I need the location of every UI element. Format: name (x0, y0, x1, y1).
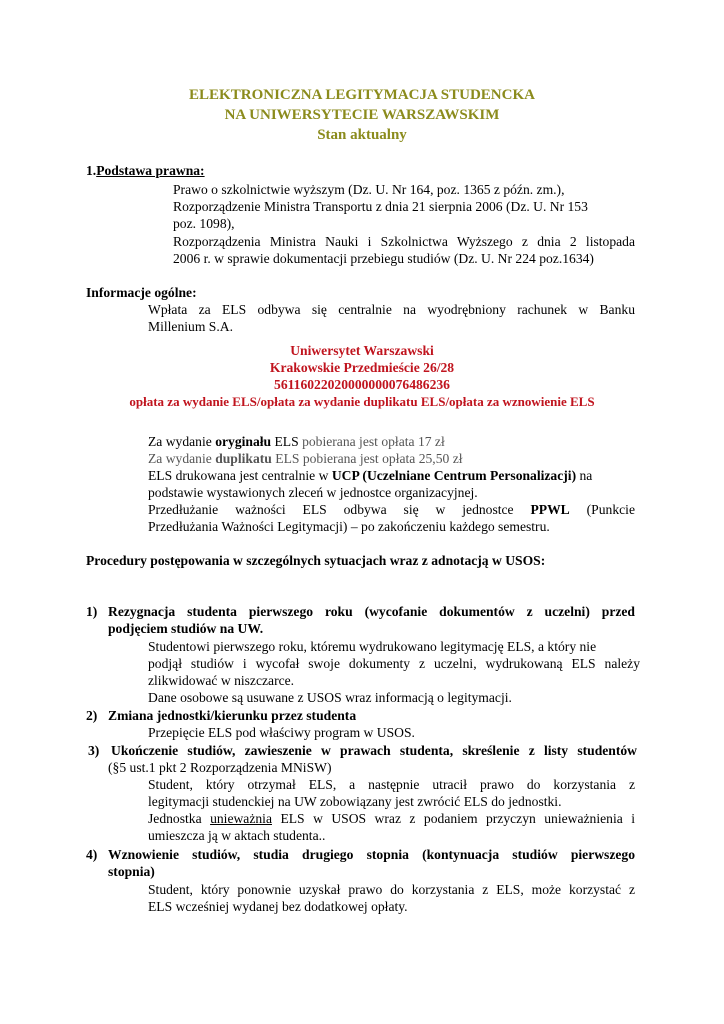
item-number: 4) (86, 847, 98, 862)
ucp-bold: UCP (Uczelniane Centrum Personalizacji) (331, 468, 577, 483)
item-body-line: Studentowi pierwszego roku, któremu wydrukowano legitymację ELS, a który nie (148, 639, 597, 654)
general-line: Millenium S.A. (148, 319, 233, 334)
invalidate-suffix: ELS w USOS wraz z podaniem przyczyn unieważnienia i (271, 811, 636, 826)
ucp-suffix: na (576, 468, 593, 483)
item-title: Ukończenie studiów, zawieszenie w prawach studenta, skreślenie z listy studentów (111, 743, 637, 758)
item-body-line: zlikwidować w niszczarce. (148, 673, 295, 688)
general-line: Wpłata za ELS odbywa się centralnie na wyodrębniony rachunek w Banku (148, 302, 635, 317)
item-body-line: podjął studiów i wycofał swoje dokumenty z uczelni, wydrukowaną ELS należy (148, 656, 640, 671)
ucp-prefix: ELS drukowana jest centralnie w (148, 468, 332, 483)
legal-line: Rozporządzenia Ministra Nauki i Szkolnictwa Wyższego z dnia 2 listopada (173, 234, 635, 249)
item-body-line: umieszcza ją w aktach studenta.. (148, 828, 326, 843)
ucp-line (148, 467, 592, 484)
legal-line: Rozporządzenie Ministra Transportu z dnia 21 sierpnia 2006 (Dz. U. Nr 153 (173, 199, 588, 214)
extension-line-2: Przedłużania Ważności Legitymacji) – po zakończeniu każdego semestru. (148, 519, 550, 534)
title-line-1: ELEKTRONICZNA LEGITYMACJA STUDENCKA (189, 87, 535, 103)
extension-suffix: (Punkcie (569, 502, 635, 517)
item-body-line: Student, który otrzymał ELS, a następnie utracił prawo do korzystania z (148, 777, 635, 792)
invalidate-prefix: Jednostka (148, 811, 211, 826)
fee-duplicate-bold: duplikatu (215, 451, 272, 466)
item-title: Wznowienie studiów, studia drugiego stopnia (kontynuacja studiów pierwszego (108, 847, 635, 862)
invalidate-word: unieważnia (210, 811, 272, 826)
legal-line: 2006 r. w sprawie dokumentacji przebiegu studiów (Dz. U. Nr 224 poz.1634) (173, 251, 594, 266)
ucp-line-2: podstawie wystawionych zleceń w jednostce organizacyjnej. (148, 485, 478, 500)
item-number: 1) (86, 604, 98, 619)
account-number: 56116022020000000076486236 (274, 377, 450, 392)
fee-duplicate-prefix: Za wydanie (148, 451, 216, 466)
legal-number: 1. (86, 163, 97, 178)
item-subtitle: (§5 ust.1 pkt 2 Rozporządzenia MNiSW) (108, 760, 332, 775)
legal-line: Prawo o szkolnictwie wyższym (Dz. U. Nr 164, poz. 1365 z późn. zm.), (173, 182, 565, 197)
legal-heading (86, 162, 205, 179)
item-body-line: Przepięcie ELS pod właściwy program w USOS. (148, 725, 415, 740)
fee-duplicate-amount: ELS pobierana jest opłata 25,50 zł (271, 451, 463, 466)
account-transfer-title: opłata za wydanie ELS/opłata za wydanie duplikatu ELS/opłata za wznowienie ELS (129, 394, 595, 409)
item-title: Rezygnacja studenta pierwszego roku (wycofanie dokumentów z uczelni) przed (108, 604, 635, 619)
item-body-line: Dane osobowe są usuwane z USOS wraz informacją o legitymacji. (148, 690, 512, 705)
fee-original-mid: ELS (271, 434, 303, 449)
item-number: 2) (86, 708, 98, 723)
item-number: 3) (88, 743, 100, 758)
fee-duplicate (148, 450, 463, 467)
item-title: Zmiana jednostki/kierunku przez studenta (108, 708, 357, 723)
title-line-3: Stan aktualny (317, 127, 407, 143)
item-body-line (148, 810, 635, 827)
fee-original-bold: oryginału (215, 434, 272, 449)
extension-bold: PPWL (530, 502, 570, 517)
fee-original-prefix: Za wydanie (148, 434, 216, 449)
account-recipient: Uniwersytet Warszawski (290, 343, 434, 358)
procedures-heading: Procedury postępowania w szczególnych sytuacjach wraz z adnotacją w USOS: (86, 553, 546, 568)
fee-original (148, 433, 445, 450)
item-title-cont: podjęciem studiów na UW. (108, 621, 264, 636)
item-body-line: Student, który ponownie uzyskał prawo do korzystania z ELS, może korzystać z (148, 882, 635, 897)
fee-original-amount: pobierana jest opłata 17 zł (302, 434, 445, 449)
general-heading: Informacje ogólne: (86, 285, 197, 300)
legal-line: poz. 1098), (173, 216, 235, 231)
extension-prefix: Przedłużanie ważności ELS odbywa się w jednostce (148, 502, 531, 517)
title-line-2: NA UNIWERSYTECIE WARSZAWSKIM (224, 107, 500, 123)
legal-heading-text: Podstawa prawna: (96, 163, 205, 178)
item-title-cont: stopnia) (108, 864, 155, 879)
extension-line (148, 501, 635, 518)
item-body-line: ELS wcześniej wydanej bez dodatkowej opłaty. (148, 899, 408, 914)
account-address: Krakowskie Przedmieście 26/28 (269, 360, 455, 375)
item-body-line: legitymacji studenckiej na UW zobowiązany jest zwrócić ELS do jednostki. (148, 794, 562, 809)
